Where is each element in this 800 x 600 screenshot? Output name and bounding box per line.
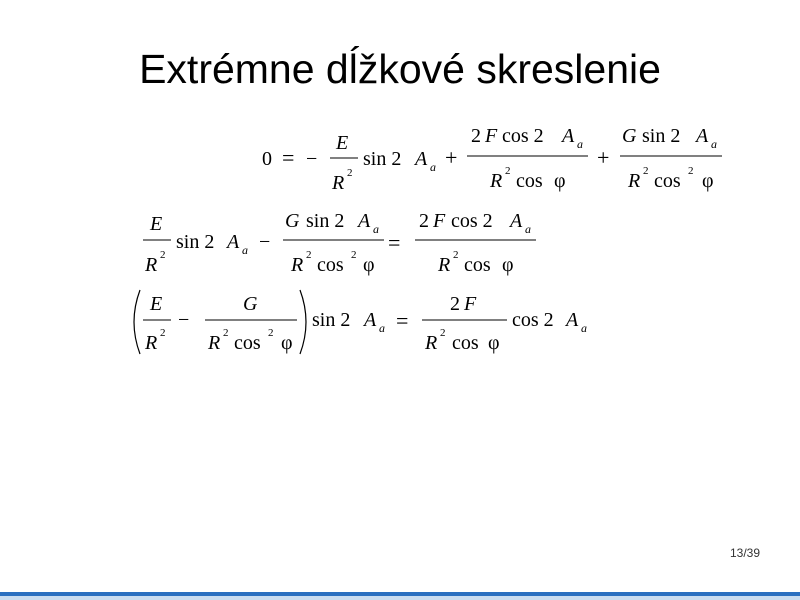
eq2-t2-num-sin: sin 2: [306, 210, 345, 232]
eq3-cos: cos 2: [512, 309, 554, 331]
eq2-t2-den-exp-2: 2: [351, 249, 357, 261]
eq2-t2-den-r: R: [291, 254, 304, 276]
eq1-t3-den-exp: 2: [643, 165, 649, 177]
eq1-plus-sign-2: +: [597, 145, 610, 170]
eq2-t3-num-cos: cos 2: [451, 210, 493, 232]
footer-accent-shadow: [0, 596, 800, 600]
eq1-t1-numerator: E: [336, 132, 349, 154]
eq1-t2-den-r: R: [490, 170, 503, 192]
eq3-t3-num-f: F: [464, 293, 477, 315]
eq1-t1-sin: sin 2: [363, 148, 402, 170]
eq3-t3-den-cos: cos: [452, 332, 479, 354]
eq1-t3-den-cos: cos: [654, 170, 681, 192]
eq2-t3-den-cos: cos: [464, 254, 491, 276]
eq3-t3-num-two: 2: [450, 293, 460, 315]
eq2-t2-den-cos: cos: [317, 254, 344, 276]
eq1-minus-sign: −: [306, 148, 318, 170]
eq3-equals-sign: =: [396, 308, 409, 333]
eq2-t1-numerator: E: [150, 213, 163, 235]
eq1-equals-sign: =: [282, 145, 295, 170]
eq3-t1-den-exp: 2: [160, 327, 166, 339]
eq1-t3-num-a: A: [696, 125, 709, 147]
eq3-t2-numerator: G: [243, 293, 258, 315]
eq2-t1-den-r: R: [145, 254, 158, 276]
eq1-t2-num-cos: cos 2: [502, 125, 544, 147]
eq3-right-paren: [300, 290, 306, 354]
eq2-t3-num-f: F: [433, 210, 446, 232]
page-number: 13/39: [729, 546, 760, 560]
eq1-t2-num-a-sub: a: [577, 137, 583, 151]
slide-title: Extrémne dĺžkové skreslenie: [139, 46, 661, 92]
eq2-t2-den-phi: φ: [363, 254, 375, 276]
eq1-t3-den-phi: φ: [702, 170, 714, 192]
eq2-equals-sign: =: [388, 230, 401, 255]
eq2-t2-den-exp: 2: [306, 249, 312, 261]
eq1-plus-sign-1: +: [445, 145, 458, 170]
eq2-t3-num-a: A: [510, 210, 523, 232]
eq2-t2-num-a-sub: a: [373, 222, 379, 236]
eq3-t2-den-cos: cos: [234, 332, 261, 354]
eq3-left-paren: [134, 290, 140, 354]
eq2-t3-den-exp: 2: [453, 249, 459, 261]
eq1-t3-num-sin: sin 2: [642, 125, 681, 147]
eq3-a-sub: a: [379, 321, 385, 335]
equation-3: [134, 290, 587, 354]
eq3-a-2: A: [566, 309, 579, 331]
eq2-t1-sin: sin 2: [176, 231, 215, 253]
eq1-t2-den-cos: cos: [516, 170, 543, 192]
eq2-t3-den-phi: φ: [502, 254, 514, 276]
equation-2: [143, 210, 536, 276]
eq2-t3-num-two: 2: [419, 210, 429, 232]
eq3-a-2-sub: a: [581, 321, 587, 335]
eq1-t1-den-r: R: [332, 172, 345, 194]
eq2-t1-a-sub: a: [242, 243, 248, 257]
eq3-t3-den-phi: φ: [488, 332, 500, 354]
eq1-t1-a: A: [415, 148, 428, 170]
eq3-a: A: [364, 309, 377, 331]
eq2-t2-num-a: A: [358, 210, 371, 232]
eq2-t3-den-r: R: [438, 254, 451, 276]
eq3-t1-den-r: R: [145, 332, 158, 354]
eq2-t1-den-exp: 2: [160, 249, 166, 261]
eq3-minus-sign: −: [178, 309, 190, 331]
eq1-lhs-zero: 0: [262, 148, 272, 170]
equation-1: [262, 125, 722, 194]
eq3-t2-den-r: R: [208, 332, 221, 354]
eq1-t2-den-exp: 2: [505, 165, 511, 177]
eq3-sin: sin 2: [312, 309, 351, 331]
eq3-t3-den-r: R: [425, 332, 438, 354]
eq2-minus-sign: −: [259, 231, 271, 253]
eq1-t3-den-r: R: [628, 170, 641, 192]
eq3-t1-numerator: E: [150, 293, 163, 315]
eq2-t2-num-g: G: [285, 210, 300, 232]
eq1-t3-den-exp-2: 2: [688, 165, 694, 177]
eq2-t1-a: A: [227, 231, 240, 253]
eq1-t2-num-a: A: [562, 125, 575, 147]
eq1-t2-num-f: F: [485, 125, 498, 147]
eq3-t2-den-phi: φ: [281, 332, 293, 354]
eq2-t3-num-a-sub: a: [525, 222, 531, 236]
eq1-t3-num-a-sub: a: [711, 137, 717, 151]
eq1-t1-a-sub: a: [430, 160, 436, 174]
eq3-t2-den-exp: 2: [223, 327, 229, 339]
eq1-t3-num-g: G: [622, 125, 637, 147]
eq1-t1-den-exp: 2: [347, 167, 353, 179]
eq3-t2-den-exp-2: 2: [268, 327, 274, 339]
eq1-t2-num-two: 2: [471, 125, 481, 147]
eq1-t2-den-phi: φ: [554, 170, 566, 192]
eq3-t3-den-exp: 2: [440, 327, 446, 339]
